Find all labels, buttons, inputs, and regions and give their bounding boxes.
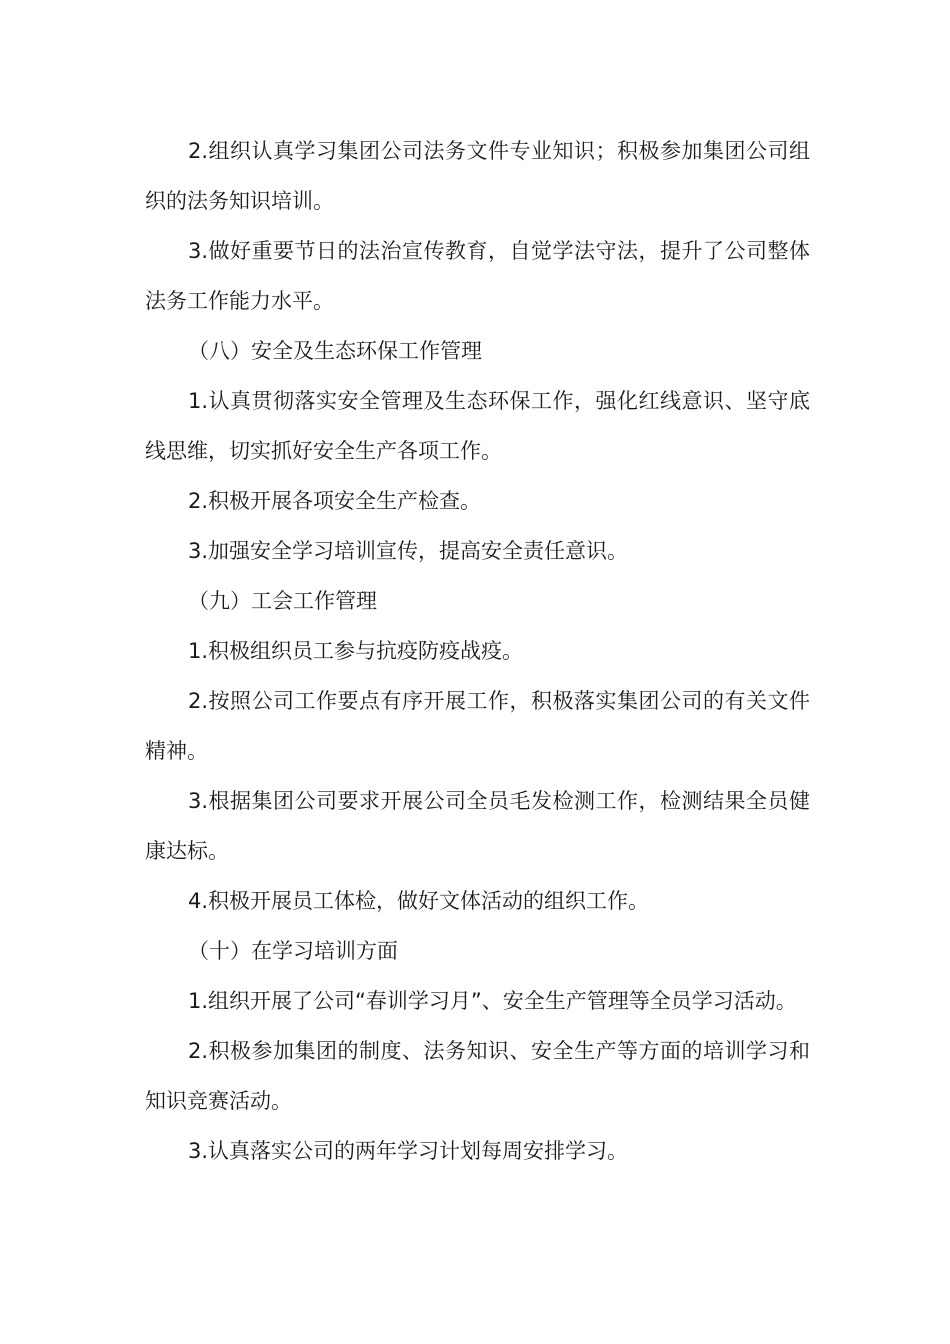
paragraph-legal-publicity: 3.做好重要节日的法治宣传教育，自觉学法守法，提升了公司整体法务工作能力水平。 bbox=[145, 239, 810, 313]
paragraph-union-checkup: 4.积极开展员工体检，做好文体活动的组织工作。 bbox=[188, 889, 650, 913]
paragraph-learning-competition: 2.积极参加集团的制度、法务知识、安全生产等方面的培训学习和知识竞赛活动。 bbox=[145, 1039, 810, 1113]
paragraph-learning-plan: 3.认真落实公司的两年学习计划每周安排学习。 bbox=[188, 1139, 629, 1163]
paragraph-union-epidemic: 1.积极组织员工参与抗疫防疫战疫。 bbox=[188, 639, 524, 663]
paragraph-safety-management: 1.认真贯彻落实安全管理及生态环保工作，强化红线意识、坚守底线思维，切实抓好安全生产各项工作。 bbox=[145, 389, 810, 463]
paragraph-union-work-plan: 2.按照公司工作要点有序开展工作，积极落实集团公司的有关文件精神。 bbox=[145, 689, 810, 763]
paragraph-union-hair-test: 3.根据集团公司要求开展公司全员毛发检测工作，检测结果全员健康达标。 bbox=[145, 789, 810, 863]
paragraph-legal-training: 2.组织认真学习集团公司法务文件专业知识；积极参加集团公司组织的法务知识培训。 bbox=[145, 139, 810, 213]
paragraph-safety-inspection: 2.积极开展各项安全生产检查。 bbox=[188, 489, 482, 513]
paragraph-safety-training: 3.加强安全学习培训宣传，提高安全责任意识。 bbox=[188, 539, 629, 563]
paragraph-learning-spring: 1.组织开展了公司“春训学习月”、安全生产管理等全员学习活动。 bbox=[188, 989, 797, 1013]
section-heading-union: （九）工会工作管理 bbox=[188, 589, 377, 613]
section-heading-learning: （十）在学习培训方面 bbox=[188, 939, 398, 963]
document-body bbox=[145, 126, 810, 1176]
section-heading-safety: （八）安全及生态环保工作管理 bbox=[188, 339, 482, 363]
